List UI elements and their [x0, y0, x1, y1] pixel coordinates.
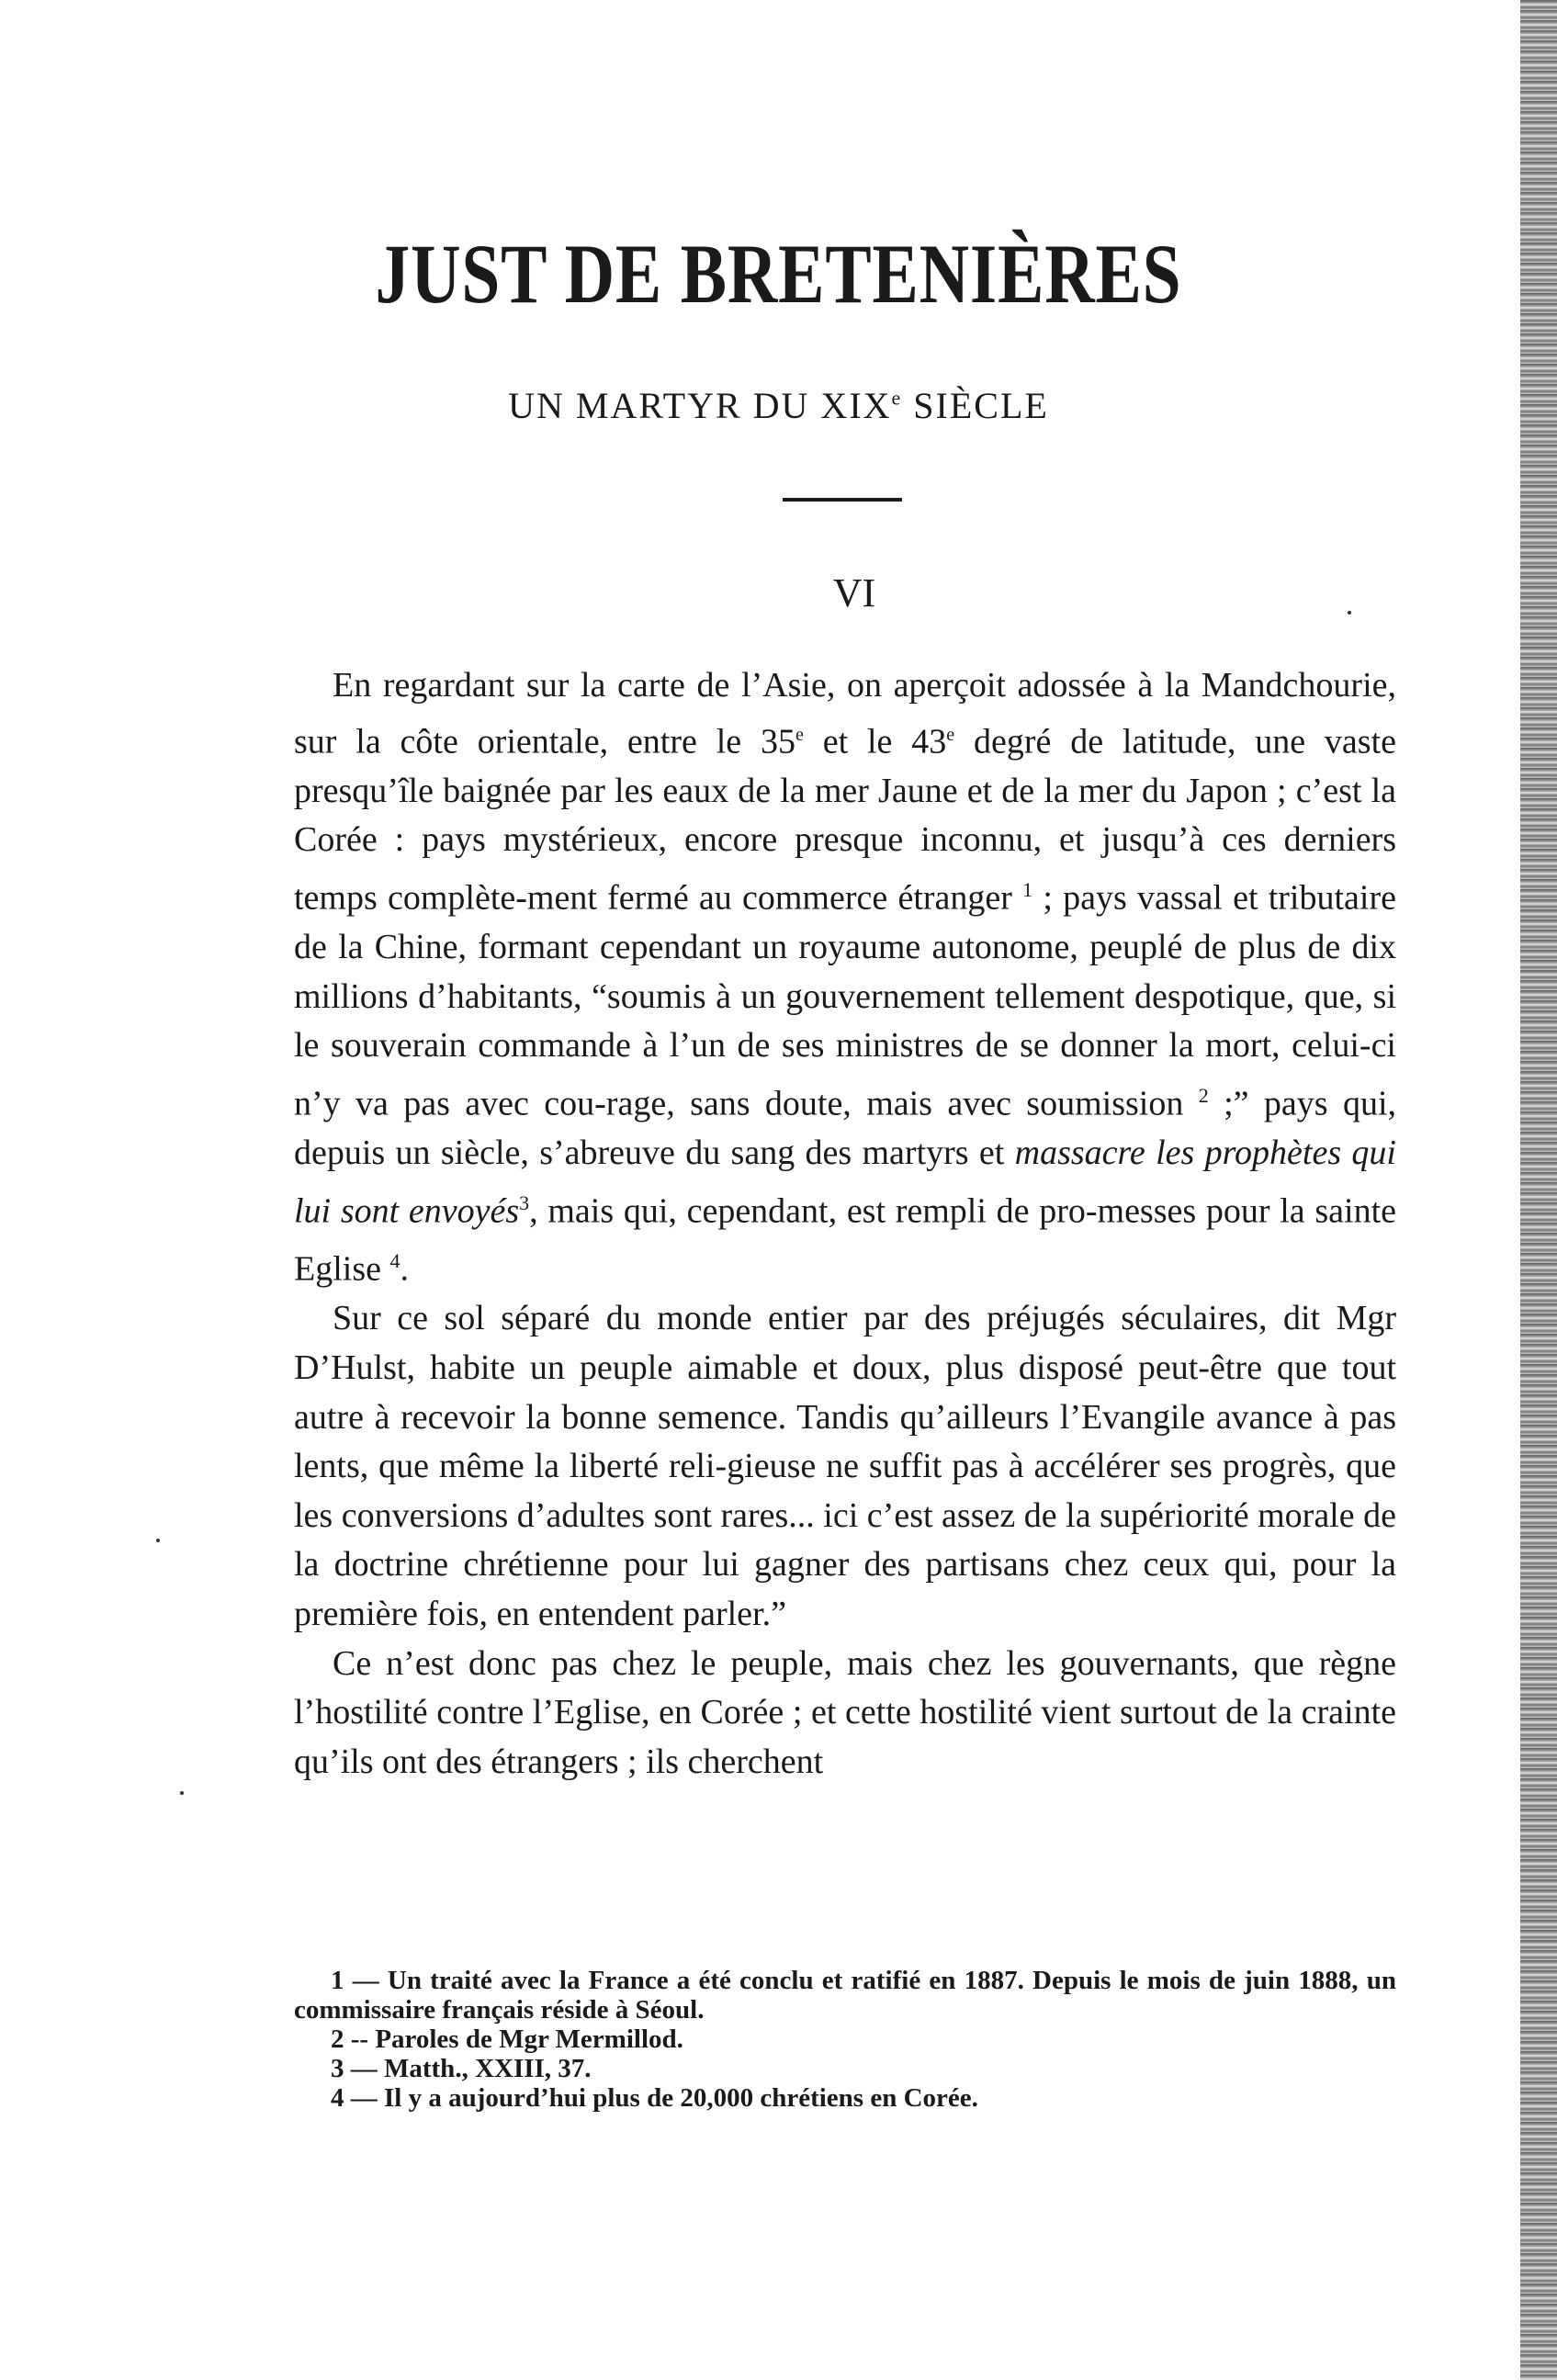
p1-text-f: , mais qui, cependant, est rempli de pro-messes pour la sainte Eglise — [294, 1191, 1396, 1289]
footnote-2: 2 -- Paroles de Mgr Mermillod. — [331, 2025, 683, 2054]
footnote-ref-3: 3 — [519, 1190, 530, 1214]
footnote-ref-4: 4 — [389, 1249, 401, 1273]
page-subtitle — [0, 384, 1557, 427]
footnote-4: 4 — Il y a aujourd’hui plus de 20,000 chrétiens en Corée. — [331, 2083, 978, 2113]
scan-speck — [180, 1791, 184, 1795]
page-edge-shadow — [1520, 0, 1557, 2380]
subtitle-main: UN MARTYR DU XIX — [508, 385, 892, 426]
footnote-3: 3 — Matth., XXIII, 37. — [331, 2054, 592, 2083]
paragraph-3: Ce n’est donc pas chez le peuple, mais chez les gouvernants, que règne l’hostilité contre l’Eglise, en Corée ; et cette hostilité vient surtout de la crainte qu’ils ont des étrangers ; ils cherchent — [294, 1643, 1396, 1781]
p1-text-b: et le 43 — [803, 722, 947, 761]
subtitle-superscript: e — [891, 386, 903, 410]
p1-text-g: . — [400, 1249, 409, 1289]
body-text — [294, 661, 1396, 1787]
title-divider — [783, 498, 902, 502]
scan-speck — [1348, 611, 1351, 615]
p1-italic-quote: massacre les prophètes qui lui sont envoyés — [294, 1134, 1396, 1231]
p1-sup-2: e — [946, 724, 955, 745]
footnotes — [294, 1966, 1396, 2113]
footnote-1: 1 — Un traité avec la France a été conclu et ratifié en 1887. Depuis le mois de juin 1888, un commissaire français réside à Séoul. — [294, 1966, 1396, 2025]
scan-speck — [156, 1539, 160, 1542]
p1-text-a: En regardant sur la carte de l’Asie, on aperçoit adossée à la Mandchourie, sur la côte orientale, entre le 35 — [294, 666, 1396, 761]
p1-text-c: degré de latitude, une vaste presqu’île baignée par les eaux de la mer Jaune et de la mer du Japon ; c’est la Corée : pays mystérieux, encore presque inconnu, et jusqu’à ces derniers temps complète-ment fermé au commerce étranger — [294, 722, 1396, 918]
p1-text-e: ;” pays qui, depuis un siècle, s’abreuve du sang des martyrs et — [294, 1084, 1397, 1173]
p1-sup-1: e — [795, 724, 804, 745]
footnote-ref-1: 1 — [1022, 878, 1033, 902]
paragraph-2: Sur ce sol séparé du monde entier par des préjugés séculaires, dit Mgr D’Hulst, habite un peuple aimable et doux, plus disposé peut-être que tout autre à recevoir la bonne semence. Tandis qu’ailleurs l’Evangile avance à pas lents, que même la liberté reli-gieuse ne suffit pas à accélérer ses progrès, que les conversions d’adultes sont rares... ici c’est assez de la supériorité morale de la doctrine chrétienne pour lui gagner des partisans chez ceux qui, pour la première fois, en entendent parler.” — [294, 1299, 1396, 1633]
footnote-ref-2: 2 — [1198, 1084, 1209, 1108]
paragraph-1 — [294, 661, 1396, 1294]
subtitle-end: SIÈCLE — [902, 385, 1049, 426]
p1-text-d: ; pays vassal et tributaire de la Chine, formant cependant un royaume autonome, peuplé de plus de dix millions d’habitants, “soumis à un gouvernement tellement despotique, que, si le souverain commande à l’un de ses ministres de se donner la mort, celui-ci n’y va pas avec cou-rage, sans doute, mais avec soumission — [294, 878, 1396, 1123]
section-number: VI — [832, 570, 876, 615]
page-title: JUST DE BRETENIÈRES — [375, 227, 1182, 321]
